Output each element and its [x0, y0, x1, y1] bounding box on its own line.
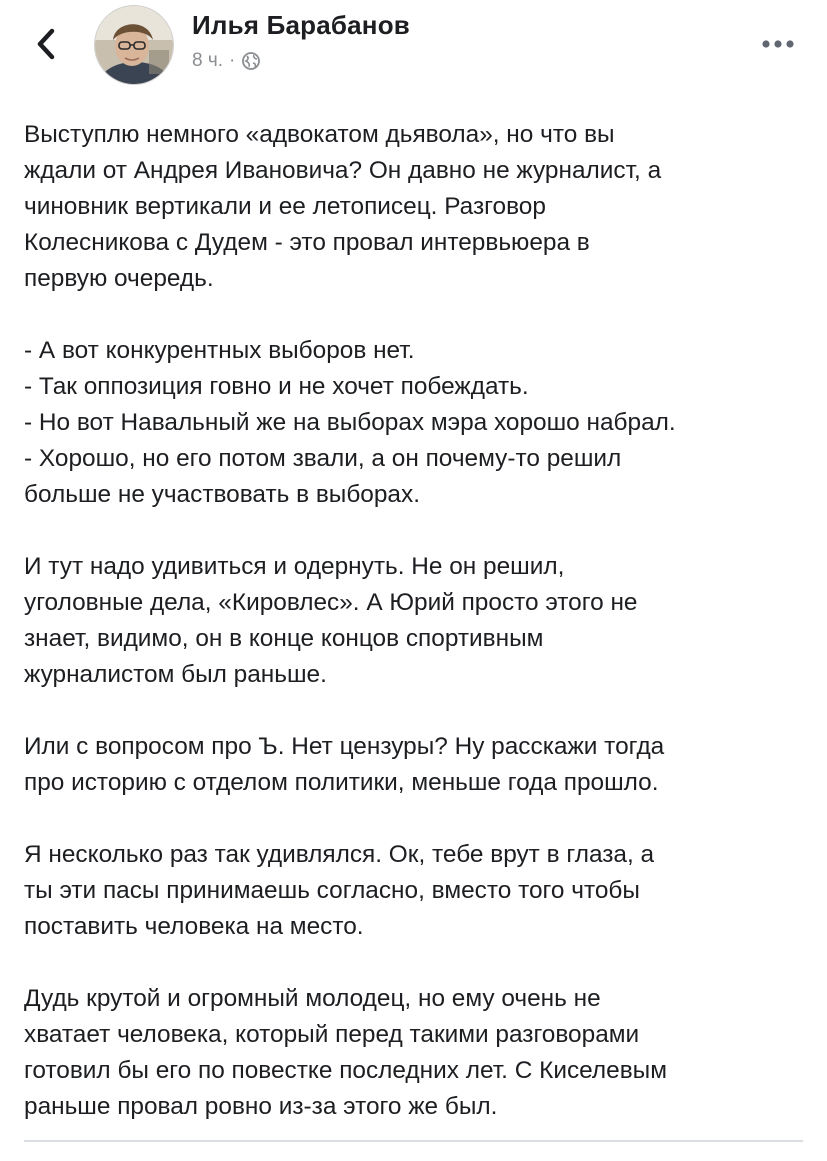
avatar-photo [95, 6, 174, 85]
post-text-line: Колесникова с Дудем - это провал интервьюера в [24, 229, 590, 256]
post-text-line: ждали от Андрея Ивановича? Он давно не журналист, а [24, 157, 662, 184]
post-text-line: Дудь крутой и огромный молодец, но ему очень не [24, 985, 601, 1012]
post-text-line: - Но вот Навальный же на выборах мэра хорошо набрал. [24, 409, 676, 436]
post-text-line: - Так оппозиция говно и не хочет побеждать. [24, 373, 529, 400]
meta-separator: · [229, 50, 236, 71]
more-horizontal-icon [761, 39, 795, 49]
post-text-line: первую очередь. [24, 265, 214, 292]
post-paragraph [24, 729, 814, 801]
globe-icon [241, 51, 261, 71]
post-text-line: Я несколько раз так удивлялся. Ок, тебе врут в глаза, а [24, 841, 655, 868]
post-text [24, 117, 814, 1161]
post-divider [24, 1140, 803, 1142]
post-paragraph [24, 981, 814, 1125]
post-text-line: ты эти пасы принимаешь согласно, вместо того чтобы [24, 877, 640, 904]
post-timestamp[interactable]: 8 ч. [192, 50, 224, 71]
post-text-line: журналистом был раньше. [24, 661, 327, 688]
post-text-line: И тут надо удивиться и одернуть. Не он решил, [24, 553, 565, 580]
post-text-line: хватает человека, который перед такими разговорами [24, 1021, 640, 1048]
avatar[interactable] [94, 5, 174, 85]
post-text-line: Или с вопросом про Ъ. Нет цензуры? Ну расскажи тогда [24, 733, 665, 760]
post-text-line: знает, видимо, он в конце концов спортивным [24, 625, 544, 652]
more-options-button[interactable] [756, 30, 800, 58]
post-paragraph [24, 333, 814, 513]
author-name[interactable]: Илья Барабанов [192, 10, 410, 40]
post-header [0, 0, 827, 100]
post-text-line: чиновник вертикали и ее летописец. Разговор [24, 193, 546, 220]
post-paragraph [24, 549, 814, 693]
post-paragraph [24, 837, 814, 945]
post-text-line: уголовные дела, «Кировлес». А Юрий просто этого не [24, 589, 638, 616]
back-button[interactable] [30, 22, 62, 66]
post-text-line: - А вот конкурентных выборов нет. [24, 337, 415, 364]
post-meta [192, 50, 261, 72]
post-text-line: Выступлю немного «адвокатом дьявола», но что вы [24, 121, 615, 148]
post-text-line: поставить человека на место. [24, 913, 364, 940]
post-text-line: готовил бы его по повестке последних лет. С Киселевым [24, 1057, 667, 1084]
chevron-left-icon [35, 26, 57, 62]
post-text-line: - Хорошо, но его потом звали, а он почему-то решил [24, 445, 622, 472]
post-text-line: больше не участвовать в выборах. [24, 481, 420, 508]
post-text-line: про историю с отделом политики, меньше года прошло. [24, 769, 659, 796]
post-paragraph [24, 117, 814, 297]
post-text-line: раньше провал ровно из-за этого же был. [24, 1093, 498, 1120]
